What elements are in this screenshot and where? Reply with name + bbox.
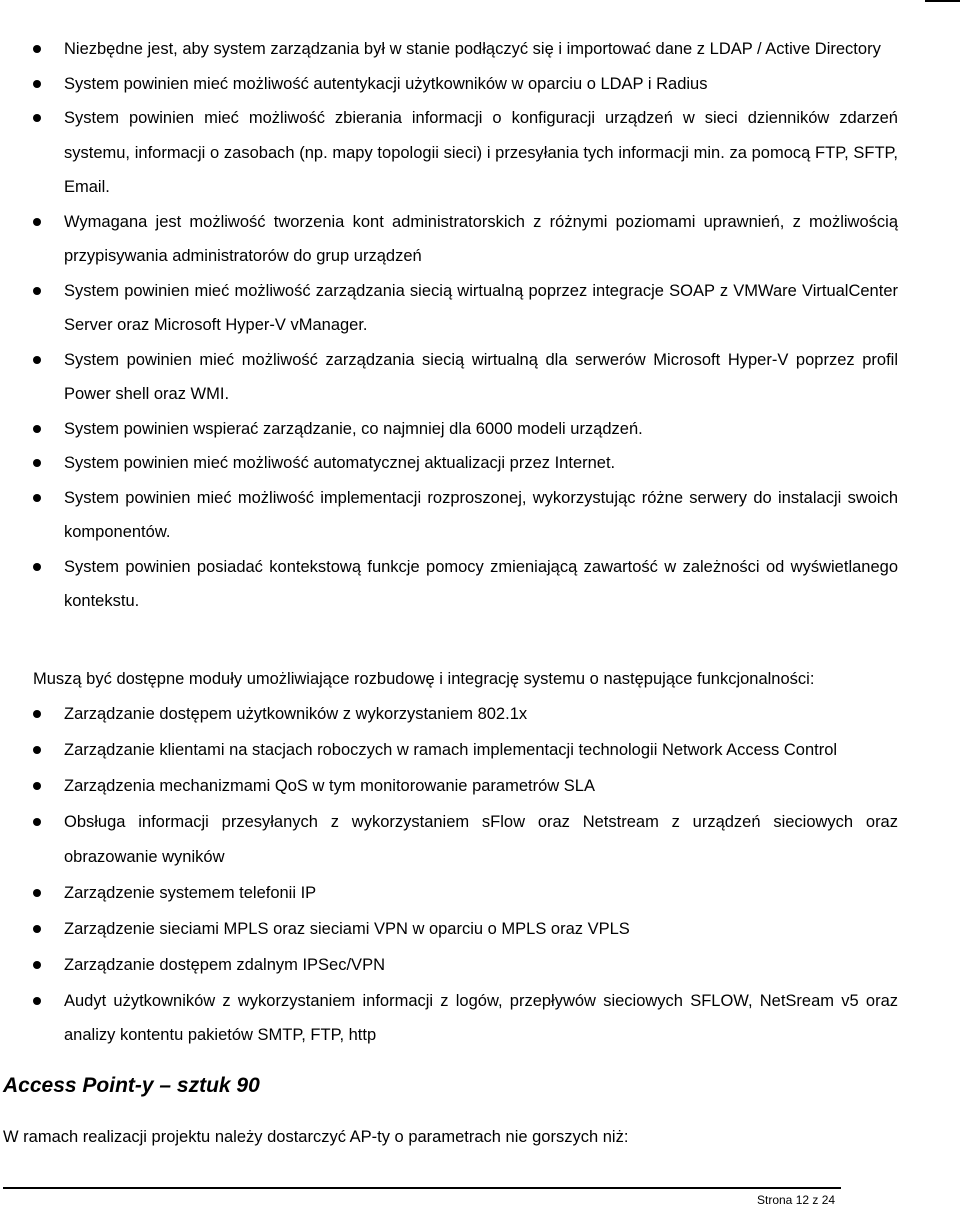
bullet-icon	[33, 114, 41, 122]
list-item	[0, 769, 960, 804]
list-item	[0, 32, 960, 67]
list-item-text: Audyt użytkowników z wykorzystaniem informacji z logów, przepływów sieciowych SFLOW, NetSream v5 oraz analizy kontentu pakietów SMTP, FTP, http	[64, 991, 898, 1044]
bullet-icon	[33, 45, 41, 53]
list-item-text: System powinien mieć możliwość implementacji rozproszonej, wykorzystując różne serwery do instalacji swoich komponentów.	[64, 488, 898, 541]
list-item-text: System powinien wspierać zarządzanie, co najmniej dla 6000 modeli urządzeń.	[64, 419, 643, 438]
bullet-icon	[33, 218, 41, 226]
list-item-text: System powinien mieć możliwość zarządzania siecią wirtualną poprzez integracje SOAP z VMWare VirtualCenter Server oraz Microsoft Hyper-V vManager.	[64, 281, 898, 334]
bullet-icon	[33, 782, 41, 790]
list-item	[0, 274, 960, 343]
list-item	[0, 733, 960, 768]
list-item-text: Obsługa informacji przesyłanych z wykorzystaniem sFlow oraz Netstream z urządzeń sieciowych oraz obrazowanie wyników	[64, 813, 898, 866]
footer-rule	[3, 1187, 841, 1189]
bullet-icon	[33, 746, 41, 754]
bullet-icon	[33, 287, 41, 295]
list-item	[0, 67, 960, 102]
list-item-text: Niezbędne jest, aby system zarządzania był w stanie podłączyć się i importować dane z LDAP / Active Directory	[64, 40, 881, 58]
list-item	[0, 805, 960, 874]
top-rule	[925, 0, 960, 2]
list-item	[0, 876, 960, 911]
bullet-icon	[33, 425, 41, 433]
list-item-text: Zarządzenia mechanizmami QoS w tym monitorowanie parametrów SLA	[64, 777, 595, 795]
list-item-text: Zarządzanie klientami na stacjach roboczych w ramach implementacji technologii Network Access Control	[64, 741, 838, 759]
bullet-icon	[33, 494, 41, 502]
bullet-icon	[33, 356, 41, 364]
modules-list	[0, 697, 960, 1054]
list-item	[0, 948, 960, 983]
list-item-text: Wymagana jest możliwość tworzenia kont administratorskich z różnymi poziomami uprawnień, z możliwością przypisywania administratorów do grup urządzeń	[64, 212, 898, 265]
list-item	[0, 343, 960, 412]
section-lead: W ramach realizacji projektu należy dostarczyć AP-ty o parametrach nie gorszych niż:	[3, 1128, 629, 1146]
list-item-text: System powinien mieć możliwość autentykacji użytkowników w oparciu o LDAP i Radius	[64, 74, 708, 93]
list-item-text: Zarządzanie dostępem użytkowników z wykorzystaniem 802.1x	[64, 705, 528, 723]
list-item-text: Zarządzenie systemem telefonii IP	[64, 883, 317, 902]
list-item-text: Zarządzenie sieciami MPLS oraz sieciami VPN w oparciu o MPLS oraz VPLS	[64, 919, 630, 938]
requirements-list	[0, 32, 960, 619]
list-item	[0, 697, 960, 732]
modules-intro: Muszą być dostępne moduły umożliwiające rozbudowę i integrację systemu o następujące funkcjonalności:	[33, 670, 815, 688]
list-item	[0, 101, 960, 205]
section-heading: Access Point-y – sztuk 90	[3, 1074, 260, 1097]
list-item	[0, 205, 960, 274]
bullet-icon	[33, 710, 41, 718]
bullet-icon	[33, 818, 41, 826]
bullet-icon	[33, 563, 41, 571]
list-item	[0, 550, 960, 619]
list-item-text: System powinien posiadać kontekstową funkcje pomocy zmieniającą zawartość w zależności od wyświetlanego kontekstu.	[64, 557, 898, 610]
page-number: Strona 12 z 24	[757, 1193, 836, 1207]
list-item-text: System powinien mieć możliwość zbierania informacji o konfiguracji urządzeń w sieci dzienników zdarzeń systemu, informacji o zasobach (np. mapy topologii sieci) i przesyłania tych informacji min. za pomocą FTP, SFTP, Email.	[64, 109, 898, 196]
list-item	[0, 984, 960, 1053]
list-item	[0, 412, 960, 447]
bullet-icon	[33, 997, 41, 1005]
bullet-icon	[33, 459, 41, 467]
list-item	[0, 446, 960, 481]
list-item	[0, 912, 960, 947]
bullet-icon	[33, 80, 41, 88]
list-item	[0, 481, 960, 550]
list-item-text: Zarządzanie dostępem zdalnym IPSec/VPN	[64, 955, 385, 974]
bullet-icon	[33, 961, 41, 969]
bullet-icon	[33, 925, 41, 933]
list-item-text: System powinien mieć możliwość automatycznej aktualizacji przez Internet.	[64, 454, 616, 472]
list-item-text: System powinien mieć możliwość zarządzania siecią wirtualną dla serwerów Microsoft Hyper-V poprzez profil Power shell oraz WMI.	[64, 350, 898, 403]
bullet-icon	[33, 889, 41, 897]
